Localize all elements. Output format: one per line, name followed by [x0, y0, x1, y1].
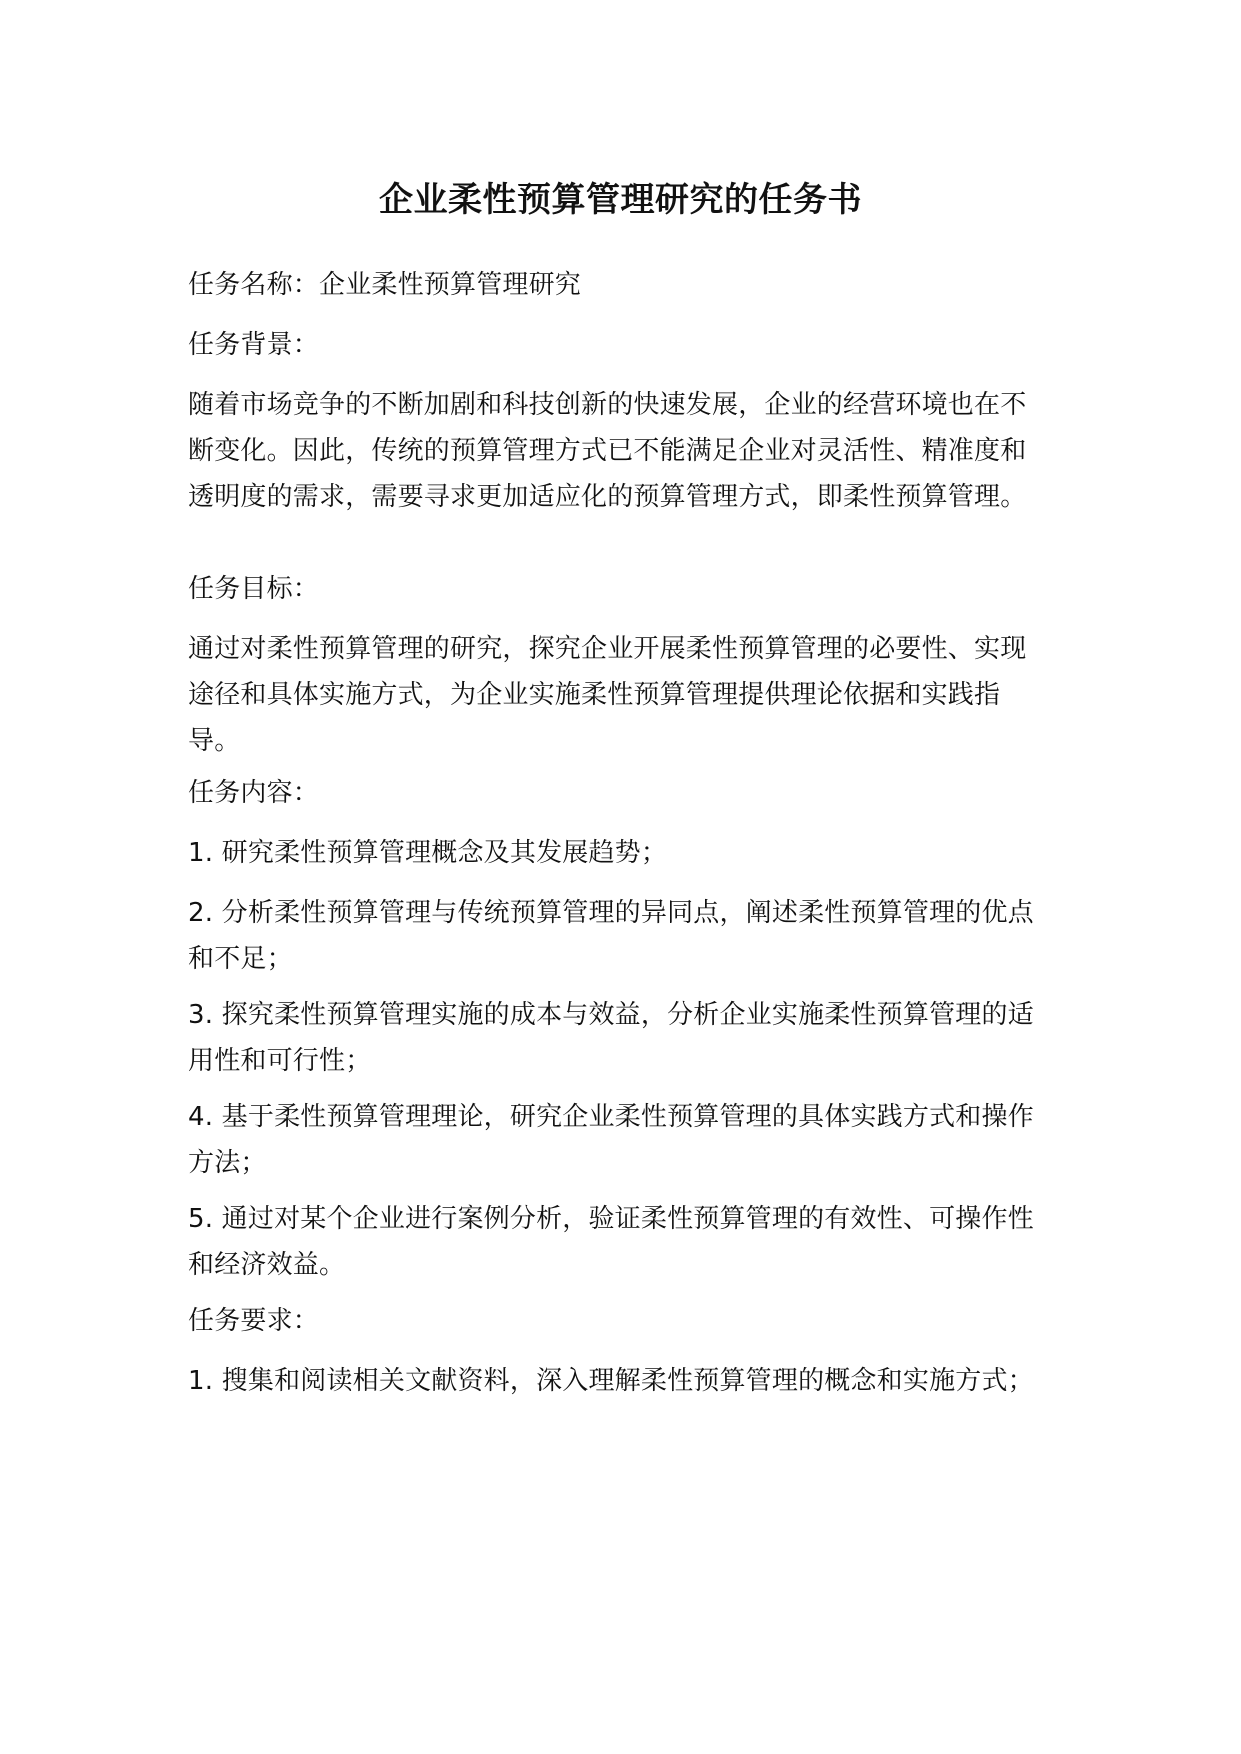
content-heading: 任务内容： [188, 778, 320, 808]
document-title: 企业柔性预算管理研究的任务书 [379, 180, 862, 220]
content-item-4: 4. 基于柔性预算管理理论，研究企业柔性预算管理的具体实践方式和操作方法； [188, 1102, 1034, 1178]
goal-paragraph: 通过对柔性预算管理的研究，探究企业开展柔性预算管理的必要性、实现途径和具体实施方式，为企业实施柔性预算管理提供理论依据和实践指导。 [188, 634, 1027, 756]
requirement-item-1: 1. 搜集和阅读相关文献资料，深入理解柔性预算管理的概念和实施方式； [188, 1366, 1034, 1396]
background-paragraph: 随着市场竞争的不断加剧和科技创新的快速发展，企业的经营环境也在不断变化。因此，传统的预算管理方式已不能满足企业对灵活性、精准度和透明度的需求，需要寻求更加适应化的预算管理方式，即柔性预算管理。 [188, 390, 1027, 512]
content-item-5: 5. 通过对某个企业进行案例分析，验证柔性预算管理的有效性、可操作性和经济效益。 [188, 1204, 1034, 1280]
goal-heading: 任务目标： [188, 574, 320, 604]
content-item-3: 3. 探究柔性预算管理实施的成本与效益，分析企业实施柔性预算管理的适用性和可行性； [188, 1000, 1034, 1076]
background-heading: 任务背景： [188, 330, 320, 360]
task-name: 任务名称：企业柔性预算管理研究 [188, 270, 582, 300]
content-item-2: 2. 分析柔性预算管理与传统预算管理的异同点，阐述柔性预算管理的优点和不足； [188, 898, 1034, 974]
content-item-1: 1. 研究柔性预算管理概念及其发展趋势； [188, 838, 668, 868]
requirement-heading: 任务要求： [188, 1306, 320, 1336]
